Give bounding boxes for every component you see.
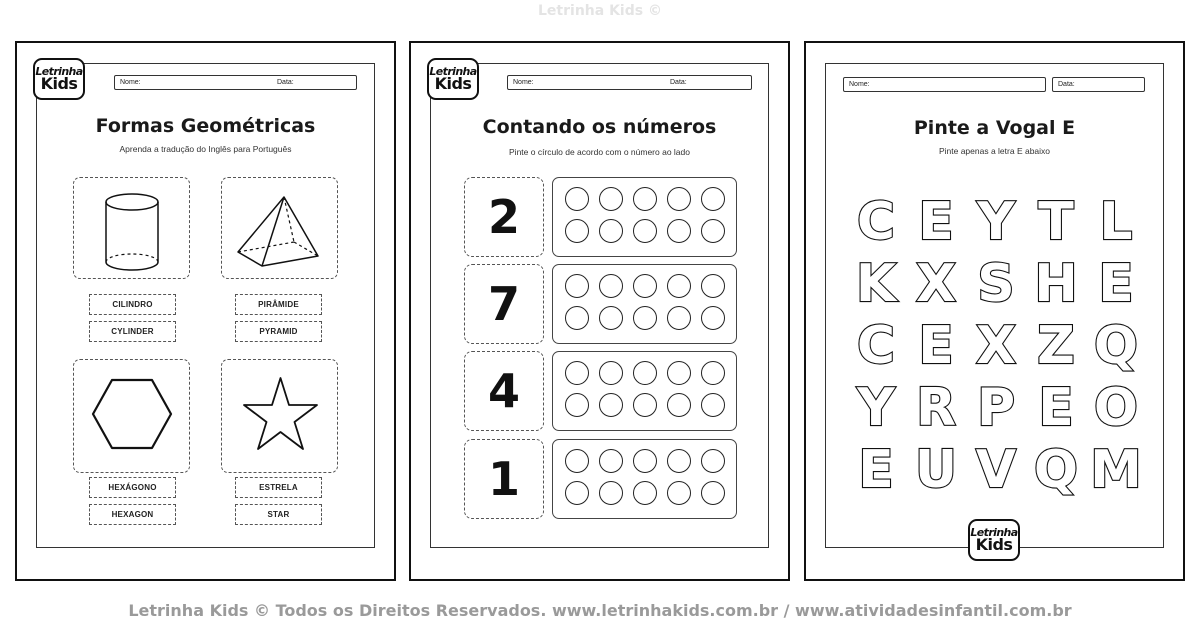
shape-card-hexagon bbox=[73, 359, 190, 473]
number-card: 2 bbox=[464, 177, 544, 257]
bubble-letter[interactable]: S bbox=[977, 254, 1015, 314]
circle-to-paint[interactable] bbox=[701, 219, 725, 243]
page-subtitle: Pinte o círculo de acordo com o número ao lado bbox=[509, 147, 690, 157]
bubble-letter[interactable]: R bbox=[915, 378, 957, 438]
pyramid-icon bbox=[222, 178, 339, 280]
bubble-letter[interactable]: C bbox=[856, 192, 896, 252]
circle-to-paint[interactable] bbox=[565, 187, 589, 211]
page-subtitle: Aprenda a tradução do Inglês para Português bbox=[119, 144, 292, 154]
bubble-letter[interactable]: U bbox=[914, 440, 958, 500]
label-portuguese-star: ESTRELA bbox=[235, 477, 322, 498]
circle-to-paint[interactable] bbox=[667, 393, 691, 417]
bubble-letter[interactable]: E bbox=[918, 316, 954, 376]
circle-to-paint[interactable] bbox=[701, 274, 725, 298]
letrinha-kids-logo bbox=[968, 519, 1020, 561]
bubble-letter[interactable]: T bbox=[1038, 192, 1074, 252]
logo-line-2: Kids bbox=[434, 74, 472, 93]
circle-to-paint[interactable] bbox=[599, 187, 623, 211]
bubble-letter[interactable]: P bbox=[976, 378, 1016, 438]
logo-line-2: Kids bbox=[975, 535, 1013, 554]
hexagon-icon bbox=[74, 360, 191, 474]
watermark: Letrinha Kids © bbox=[538, 3, 662, 19]
bubble-letter[interactable]: O bbox=[1093, 378, 1139, 438]
circle-to-paint[interactable] bbox=[565, 449, 589, 473]
bubble-letter[interactable]: H bbox=[1034, 254, 1078, 314]
circle-to-paint[interactable] bbox=[667, 449, 691, 473]
page-subtitle: Pinte apenas a letra E abaixo bbox=[938, 146, 1051, 156]
circle-to-paint[interactable] bbox=[633, 361, 657, 385]
number-card: 1 bbox=[464, 439, 544, 519]
label-english-pyramid: PYRAMID bbox=[235, 321, 322, 342]
bubble-letter[interactable]: Q bbox=[1093, 316, 1139, 376]
circles-row[interactable] bbox=[552, 264, 737, 344]
circle-to-paint[interactable] bbox=[633, 393, 657, 417]
circle-to-paint[interactable] bbox=[667, 187, 691, 211]
bubble-letter[interactable]: C bbox=[856, 316, 896, 376]
circle-to-paint[interactable] bbox=[599, 361, 623, 385]
worksheet-inner-frame bbox=[825, 63, 1164, 554]
worksheet-vowel-e[interactable] bbox=[804, 41, 1185, 581]
letrinha-kids-logo bbox=[427, 58, 479, 100]
circles-row[interactable] bbox=[552, 439, 737, 519]
circle-to-paint[interactable] bbox=[599, 306, 623, 330]
worksheet-geometric-shapes[interactable] bbox=[15, 41, 396, 581]
circle-to-paint[interactable] bbox=[633, 481, 657, 505]
bubble-letter[interactable]: K bbox=[855, 254, 897, 314]
circle-to-paint[interactable] bbox=[701, 449, 725, 473]
circle-to-paint[interactable] bbox=[565, 361, 589, 385]
date-field[interactable] bbox=[1052, 77, 1145, 92]
label-english-cylinder: CYLINDER bbox=[89, 321, 176, 342]
circle-to-paint[interactable] bbox=[565, 274, 589, 298]
circle-to-paint[interactable] bbox=[701, 481, 725, 505]
circle-to-paint[interactable] bbox=[701, 393, 725, 417]
circles-row[interactable] bbox=[552, 177, 737, 257]
number-card: 4 bbox=[464, 351, 544, 431]
star-icon bbox=[222, 360, 339, 474]
circle-to-paint[interactable] bbox=[599, 393, 623, 417]
bubble-letter[interactable]: E bbox=[1038, 378, 1074, 438]
page-title: Contando os números bbox=[482, 116, 717, 138]
bubble-letter[interactable]: E bbox=[858, 440, 894, 500]
date-label: Data: bbox=[670, 79, 687, 86]
bubble-letter[interactable]: Q bbox=[1033, 440, 1079, 500]
circle-to-paint[interactable] bbox=[667, 219, 691, 243]
bubble-letter[interactable]: Z bbox=[1037, 316, 1075, 376]
footer-copyright: Letrinha Kids © Todos os Direitos Reservados. www.letrinhakids.com.br / www.atividadesinfantil.com.br bbox=[128, 601, 1072, 620]
logo-line-2: Kids bbox=[40, 74, 78, 93]
circle-to-paint[interactable] bbox=[701, 361, 725, 385]
circle-to-paint[interactable] bbox=[633, 449, 657, 473]
circle-to-paint[interactable] bbox=[565, 306, 589, 330]
label-portuguese-pyramid: PIRÂMIDE bbox=[235, 294, 322, 315]
circles-row[interactable] bbox=[552, 351, 737, 431]
circle-to-paint[interactable] bbox=[565, 481, 589, 505]
letrinha-kids-logo bbox=[33, 58, 85, 100]
date-label: Data: bbox=[277, 79, 294, 86]
bubble-letter[interactable]: V bbox=[975, 440, 1017, 500]
shape-card-star bbox=[221, 359, 338, 473]
circle-to-paint[interactable] bbox=[599, 449, 623, 473]
bubble-letter[interactable]: E bbox=[1098, 254, 1134, 314]
label-english-hexagon: HEXAGON bbox=[89, 504, 176, 525]
cylinder-icon bbox=[74, 178, 191, 280]
worksheet-inner-frame bbox=[430, 63, 769, 548]
circle-to-paint[interactable] bbox=[701, 306, 725, 330]
name-label: Nome: bbox=[513, 79, 534, 86]
name-date-field[interactable] bbox=[507, 75, 752, 90]
logo-line-1: Letrinha bbox=[35, 65, 83, 78]
date-label: Data: bbox=[1058, 81, 1075, 88]
circle-to-paint[interactable] bbox=[667, 306, 691, 330]
page-title: Formas Geométricas bbox=[95, 115, 316, 137]
name-label: Nome: bbox=[849, 81, 870, 88]
worksheet-inner-frame bbox=[36, 63, 375, 548]
logo-line-1: Letrinha bbox=[970, 526, 1018, 539]
circle-to-paint[interactable] bbox=[599, 481, 623, 505]
bubble-letter[interactable]: M bbox=[1090, 440, 1142, 500]
circle-to-paint[interactable] bbox=[633, 187, 657, 211]
circle-to-paint[interactable] bbox=[565, 393, 589, 417]
shape-card-pyramid bbox=[221, 177, 338, 279]
circle-to-paint[interactable] bbox=[633, 219, 657, 243]
bubble-letter[interactable]: E bbox=[918, 192, 954, 252]
bubble-letter[interactable]: Y bbox=[977, 192, 1015, 252]
circle-to-paint[interactable] bbox=[633, 306, 657, 330]
bubble-letter[interactable]: X bbox=[915, 254, 957, 314]
circle-to-paint[interactable] bbox=[701, 187, 725, 211]
letter-grid bbox=[846, 191, 1146, 501]
circle-to-paint[interactable] bbox=[633, 274, 657, 298]
label-portuguese-hexagon: HEXÁGONO bbox=[89, 477, 176, 498]
name-field[interactable] bbox=[843, 77, 1046, 92]
bubble-letter[interactable]: Y bbox=[857, 378, 895, 438]
circle-to-paint[interactable] bbox=[667, 274, 691, 298]
label-english-star: STAR bbox=[235, 504, 322, 525]
name-label: Nome: bbox=[120, 79, 141, 86]
circle-to-paint[interactable] bbox=[667, 361, 691, 385]
circle-to-paint[interactable] bbox=[599, 219, 623, 243]
name-date-field[interactable] bbox=[114, 75, 357, 90]
circle-to-paint[interactable] bbox=[667, 481, 691, 505]
page-title: Pinte a Vogal E bbox=[913, 117, 1076, 139]
shape-card-cylinder bbox=[73, 177, 190, 279]
bubble-letter[interactable]: X bbox=[975, 316, 1017, 376]
label-portuguese-cylinder: CILINDRO bbox=[89, 294, 176, 315]
logo-line-1: Letrinha bbox=[429, 65, 477, 78]
circle-to-paint[interactable] bbox=[565, 219, 589, 243]
number-card: 7 bbox=[464, 264, 544, 344]
circle-to-paint[interactable] bbox=[599, 274, 623, 298]
bubble-letter[interactable]: L bbox=[1099, 192, 1133, 252]
worksheet-counting-numbers[interactable] bbox=[409, 41, 790, 581]
